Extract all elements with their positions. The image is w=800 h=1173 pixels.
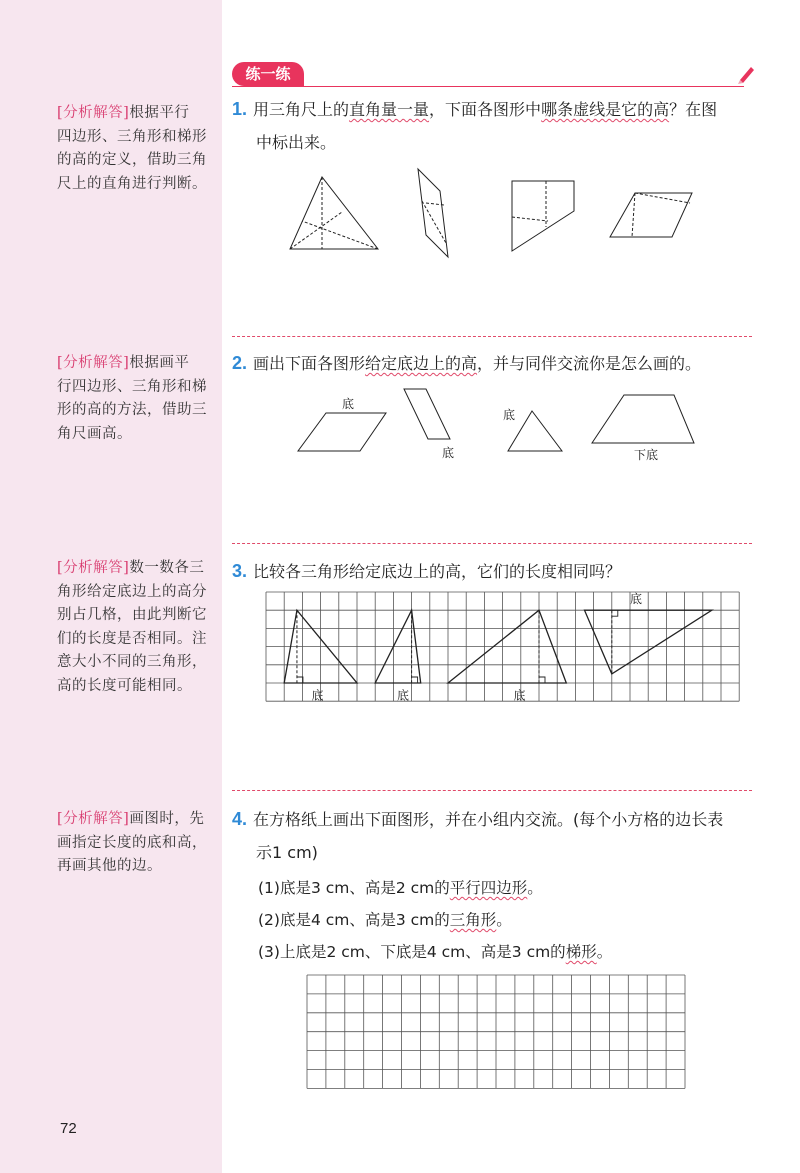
question-4: 4. 在方格纸上画出下面图形，并在小组内交流。(每个小方格的边长表 [232, 809, 724, 829]
figure-triangle [290, 177, 378, 249]
grid-lines [307, 975, 685, 1088]
question-4-line2: 示1 cm) [256, 843, 318, 862]
q2-parallelogram-2 [404, 389, 450, 439]
question-4-item-2: (2)底是4 cm、高是3 cm的三角形。 [258, 911, 512, 929]
q2-label-3: 底 [503, 408, 516, 422]
q3-label-4: 底 [630, 591, 643, 606]
separator-3 [232, 790, 752, 791]
q2-trapezoid [592, 395, 694, 443]
q2-label-4: 下底 [634, 448, 659, 462]
section-title: 练一练 [232, 62, 304, 86]
q2-label-2: 底 [442, 446, 455, 460]
analysis-note-1: [分析解答]根据平行 四边形、三角形和梯形 的高的定义，借助三角 尺上的直角进行判断。 [57, 105, 207, 192]
question-3: 3. 比较各三角形给定底边上的高，它们的长度相同吗？ [232, 561, 622, 581]
q2-parallelogram-1 [298, 413, 386, 451]
analysis-note-4: [分析解答]画图时，先 画指定长度的底和高， 再画其他的边。 [57, 811, 207, 874]
separator-2 [232, 543, 752, 544]
question-1-line2: 中标出来。 [256, 133, 337, 152]
q3-label-2: 底 [397, 688, 410, 703]
question-2-figures [290, 385, 710, 475]
question-4-grid[interactable] [307, 975, 687, 1089]
pencil-icon [736, 64, 756, 84]
figure-parallelogram-tall [418, 169, 448, 257]
q2-label-1: 底 [342, 397, 355, 411]
q2-triangle [508, 411, 562, 451]
q3-label-1: 底 [311, 688, 324, 703]
header-rule [232, 86, 744, 87]
figure-parallelogram-wide [610, 193, 692, 237]
question-2: 2. 画出下面各图形给定底边上的高，并与同伴交流你是怎么画的。 [232, 353, 702, 373]
figure-trapezoid [512, 181, 574, 251]
q3-label-3: 底 [513, 688, 526, 703]
question-1-figures [280, 165, 700, 265]
question-1: 1. 用三角尺上的直角量一量，下面各图形中哪条虚线是它的高？在图 [232, 99, 718, 119]
question-4-item-3: (3)上底是2 cm、下底是4 cm、高是3 cm的梯形。 [258, 943, 613, 961]
question-3-grid [266, 592, 744, 702]
analysis-note-3: [分析解答]数一数各三 角形给定底边上的高分 别占几格，由此判断它 们的长度是否相同。注 意大小不同的三角形， 高的长度可能相同。 [57, 560, 207, 694]
grid-lines [266, 592, 739, 701]
page-number: 72 [60, 1120, 77, 1137]
separator-1 [232, 336, 752, 337]
question-4-item-1: (1)底是3 cm、高是2 cm的平行四边形。 [258, 879, 543, 897]
analysis-note-2: [分析解答]根据画平 行四边形、三角形和梯 形的高的方法，借助三 角尺画高。 [57, 355, 207, 442]
